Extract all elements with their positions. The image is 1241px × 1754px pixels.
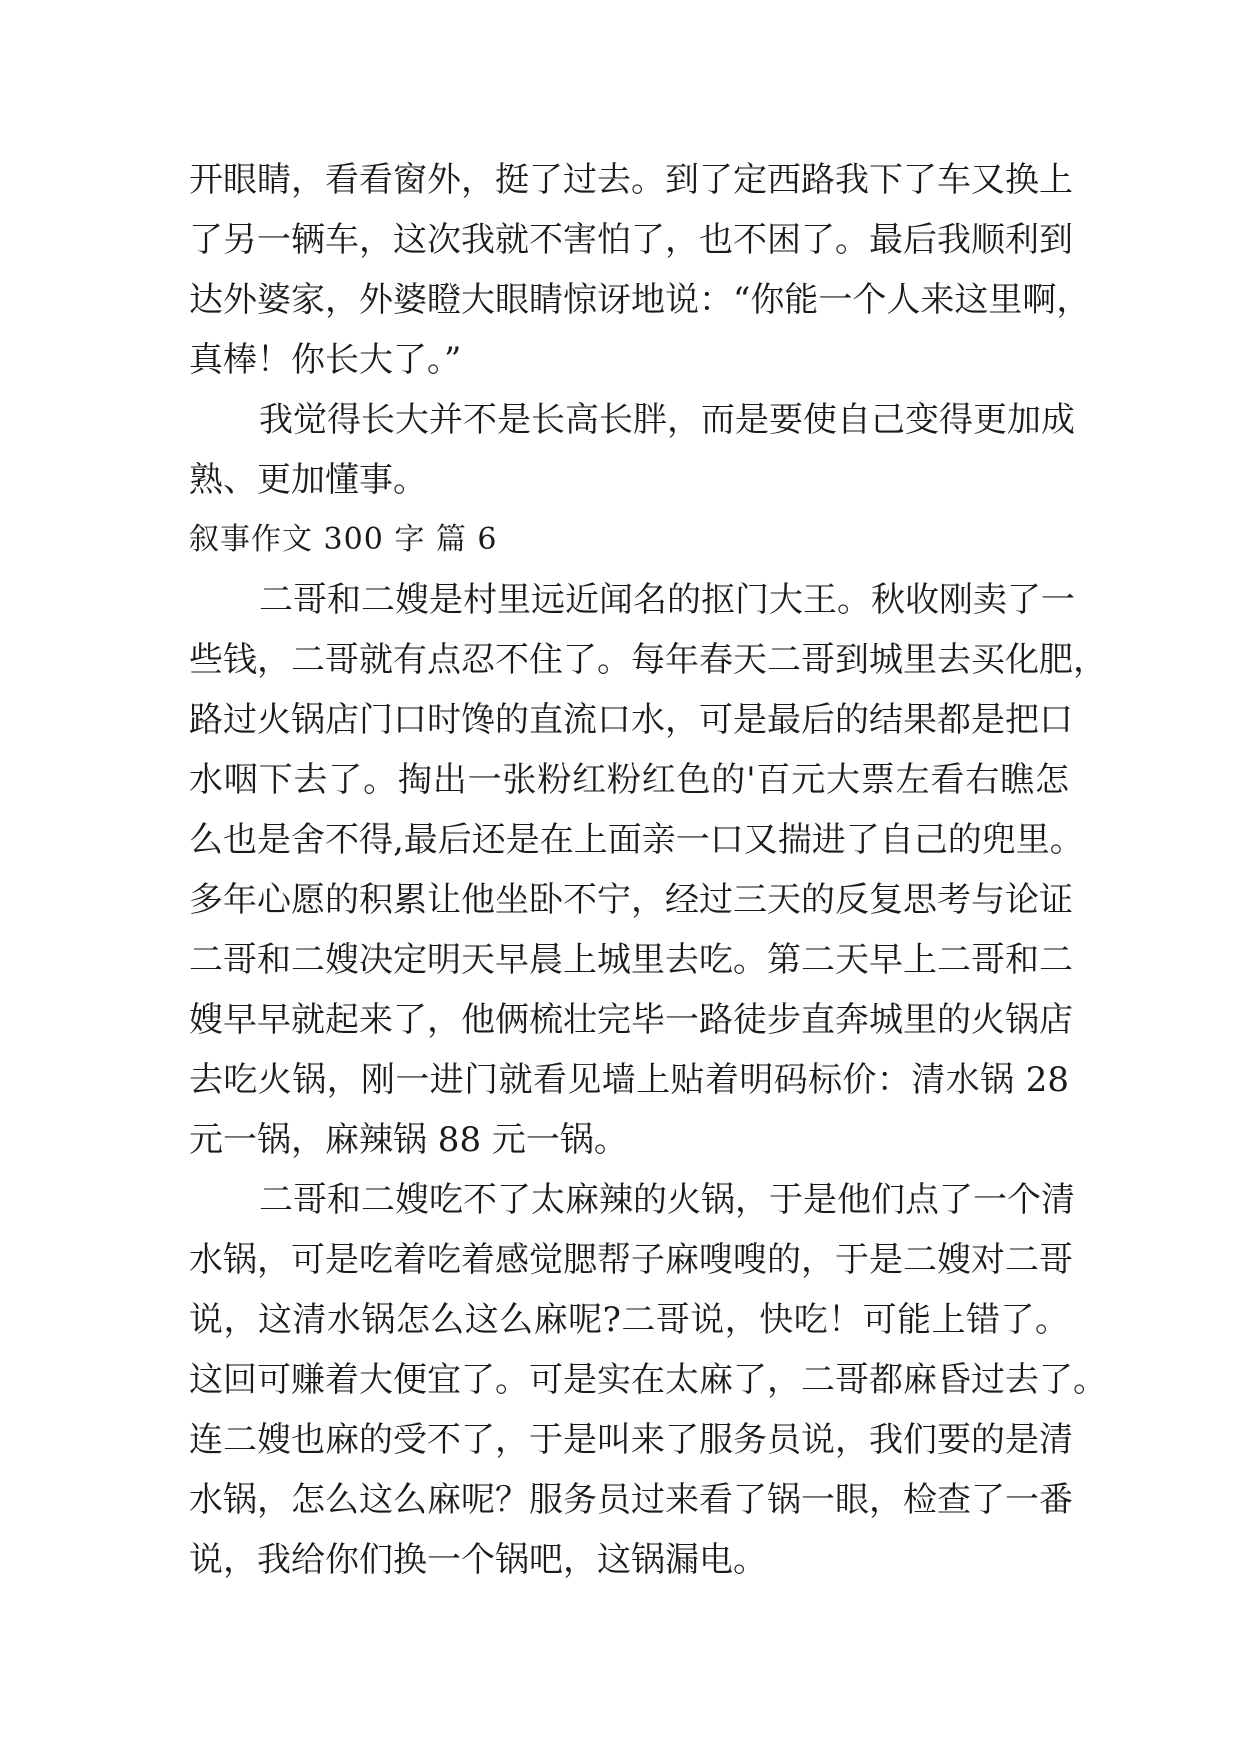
text-line: 水锅，可是吃着吃着感觉腮帮子麻嗖嗖的，于是二嫂对二哥 (189, 1240, 1073, 1280)
text-line: 说，我给你们换一个锅吧，这锅漏电。 (189, 1540, 767, 1580)
text-line: 说，这清水锅怎么这么麻呢?二哥说，快吃！可能上错了。 (189, 1300, 1069, 1340)
text-line: 达外婆家，外婆瞪大眼睛惊讶地说：“你能一个人来这里啊， (189, 280, 1091, 320)
text-line: 开眼睛，看看窗外，挺了过去。到了定西路我下了车又换上 (189, 160, 1073, 200)
text-line: 真棒！你长大了。” (189, 340, 462, 380)
text-line: 连二嫂也麻的受不了，于是叫来了服务员说，我们要的是清 (189, 1420, 1073, 1460)
text-line: 多年心愿的积累让他坐卧不宁，经过三天的反复思考与论证 (189, 880, 1073, 920)
text-line: 水锅，怎么这么麻呢？服务员过来看了锅一眼，检查了一番 (189, 1480, 1073, 1520)
text-line: 路过火锅店门口时馋的直流口水，可是最后的结果都是把口 (189, 700, 1073, 740)
text-line: 二哥和二嫂决定明天早晨上城里去吃。第二天早上二哥和二 (189, 940, 1073, 980)
text-line: 二哥和二嫂是村里远近闻名的抠门大王。秋收刚卖了一 (259, 580, 1075, 620)
section-heading: 叙事作文 300 字 篇 6 (189, 522, 498, 557)
text-line: 去吃火锅，刚一进门就看见墙上贴着明码标价：清水锅 28 (189, 1060, 1069, 1100)
text-line: 这回可赚着大便宜了。可是实在太麻了，二哥都麻昏过去了。 (189, 1360, 1107, 1400)
text-line: 元一锅，麻辣锅 88 元一锅。 (189, 1120, 628, 1160)
text-line: 水咽下去了。掏出一张粉红粉红色的'百元大票左看右瞧怎 (189, 760, 1069, 800)
text-line: 我觉得长大并不是长高长胖，而是要使自己变得更加成 (259, 400, 1075, 440)
paragraph-2 (189, 390, 1075, 510)
text-line: 二哥和二嫂吃不了太麻辣的火锅，于是他们点了一个清 (259, 1180, 1075, 1220)
text-line: 嫂早早就起来了，他俩梳壮完毕一路徒步直奔城里的火锅店 (189, 1000, 1073, 1040)
paragraph-3 (189, 570, 1107, 1170)
text-line: 么也是舍不得,最后还是在上面亲一口又揣进了自己的兜里。 (189, 820, 1084, 860)
paragraph-4 (189, 1170, 1107, 1590)
text-line: 些钱，二哥就有点忍不住了。每年春天二哥到城里去买化肥， (189, 640, 1107, 680)
paragraph-1 (189, 150, 1091, 390)
text-line: 熟、更加懂事。 (189, 460, 427, 500)
document-page (189, 150, 1107, 1590)
text-line: 了另一辆车，这次我就不害怕了，也不困了。最后我顺利到 (189, 220, 1073, 260)
